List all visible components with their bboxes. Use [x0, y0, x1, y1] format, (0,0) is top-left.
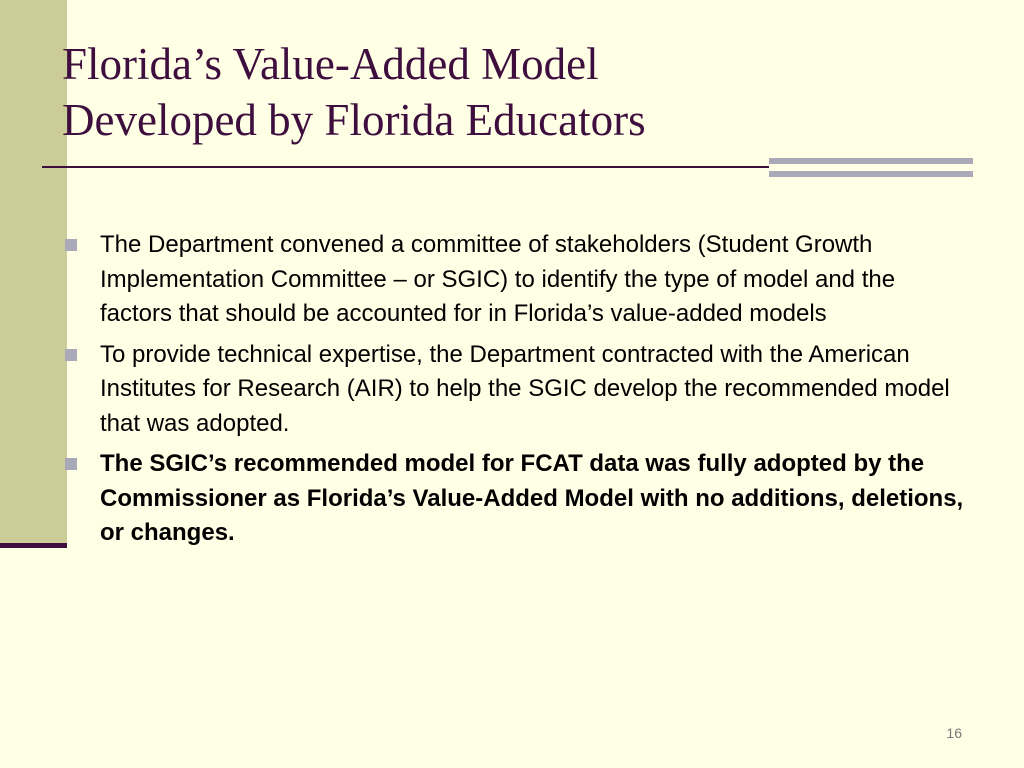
bullet-item [62, 338, 972, 442]
bullet-text: To provide technical expertise, the Department contracted with the American Institutes for Research (AIR) to help the SGIC develop the recommended model that was adopted. [100, 340, 950, 437]
left-accent-line [0, 543, 67, 548]
bullet-item [62, 228, 972, 332]
bullet-item-bold [62, 447, 972, 551]
bullet-list [62, 228, 972, 557]
title-accent-bar-top [769, 158, 973, 164]
square-bullet-icon [65, 458, 77, 470]
left-decorative-band [0, 0, 67, 543]
title-accent-bar-bottom [769, 171, 973, 177]
bullet-text: The Department convened a committee of stakeholders (Student Growth Implementation Committee – or SGIC) to identify the type of model and the factors that should be accounted for in Florida’s value-added models [100, 231, 896, 327]
slide-title-line-2: Developed by Florida Educators [62, 95, 646, 145]
square-bullet-icon [65, 239, 77, 251]
bullet-text: The SGIC’s recommended model for FCAT data was fully adopted by the Commissioner as Florida’s Value-Added Model with no additions, deletions, or changes. [100, 450, 964, 546]
square-bullet-icon [65, 349, 77, 361]
title-underline [42, 166, 769, 168]
slide-title-line-1: Florida’s Value-Added Model [62, 39, 599, 89]
slide-title [62, 36, 962, 148]
slide-number: 16 [946, 725, 962, 741]
